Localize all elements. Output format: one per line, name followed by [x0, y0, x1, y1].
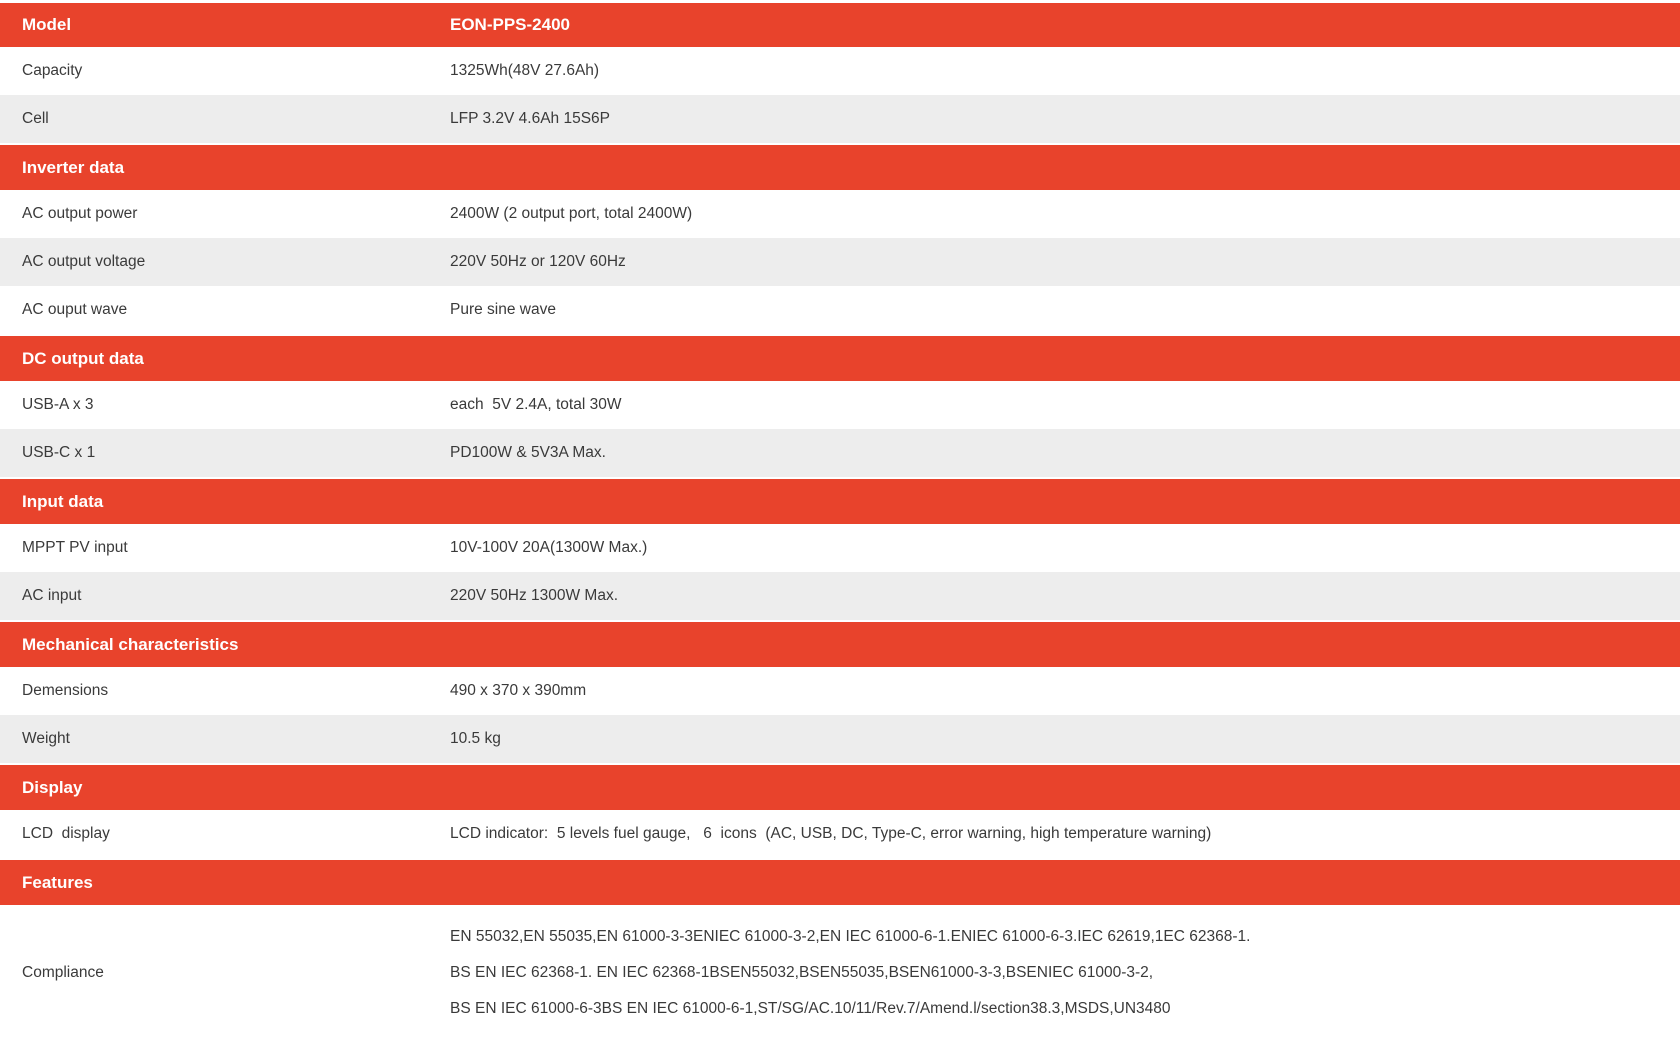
spec-row-usb-a: [0, 381, 1680, 429]
row-label: Compliance: [22, 963, 104, 981]
section-header-features: [0, 858, 1680, 905]
row-label: Demensions: [22, 682, 109, 699]
spec-row-weight: [0, 715, 1680, 763]
spec-row-ac-output-power: [0, 190, 1680, 238]
section-title: DC output data: [22, 348, 144, 368]
spec-row-ac-output-wave: [0, 286, 1680, 334]
row-label: LCD display: [22, 825, 110, 842]
row-label: USB-A x 3: [22, 396, 94, 413]
row-value: 10.5 kg: [450, 730, 501, 747]
row-label: Cell: [22, 110, 49, 127]
section-title: Mechanical characteristics: [22, 634, 239, 654]
row-value: LCD indicator: 5 levels fuel gauge, 6 icons (AC, USB, DC, Type-C, error warning, high temperature warning): [450, 825, 1212, 842]
row-label: Weight: [22, 730, 70, 747]
section-title: Display: [22, 777, 83, 797]
row-label: Capacity: [22, 62, 83, 79]
row-value-multiline: [450, 905, 1680, 1040]
row-label: AC output power: [22, 205, 138, 222]
section-header-input-data: [0, 477, 1680, 524]
spec-row-ac-input: [0, 572, 1680, 620]
spec-row-capacity: [0, 47, 1680, 95]
row-value: Pure sine wave: [450, 301, 556, 318]
table-header-row: [0, 0, 1680, 47]
row-label: AC output voltage: [22, 253, 146, 270]
compliance-line: EN 55032,EN 55035,EN 61000-3-3ENIEC 61000-3-2,EN IEC 61000-6-1.ENIEC 61000-6-3.IEC 62619,1EC 62368-1.: [450, 927, 1251, 945]
spec-row-dimensions: [0, 667, 1680, 715]
model-value: EON-PPS-2400: [450, 15, 570, 34]
row-value: 490 x 370 x 390mm: [450, 682, 587, 699]
compliance-line: BS EN IEC 61000-6-3BS EN IEC 61000-6-1,ST/SG/AC.10/11/Rev.7/Amend.l/section38.3,MSDS,UN3480: [450, 999, 1171, 1017]
row-value: 220V 50Hz 1300W Max.: [450, 587, 619, 604]
row-label: USB-C x 1: [22, 444, 96, 461]
row-label: AC input: [22, 587, 82, 604]
spec-row-cell: [0, 95, 1680, 143]
model-label: Model: [22, 15, 72, 34]
spec-row-ac-output-voltage: [0, 238, 1680, 286]
spec-row-compliance: [0, 905, 1680, 1040]
row-value: each 5V 2.4A, total 30W: [450, 396, 622, 413]
spec-row-usb-c: [0, 429, 1680, 477]
spec-row-mppt-pv-input: [0, 524, 1680, 572]
row-value: 220V 50Hz or 120V 60Hz: [450, 253, 626, 270]
row-label: MPPT PV input: [22, 539, 128, 556]
section-header-inverter-data: [0, 143, 1680, 190]
spec-row-lcd-display: [0, 810, 1680, 858]
section-title: Input data: [22, 491, 104, 511]
section-title: Inverter data: [22, 157, 125, 177]
section-title: Features: [22, 872, 93, 892]
row-value: 1325Wh(48V 27.6Ah): [450, 62, 600, 79]
section-header-mechanical-characteristics: [0, 620, 1680, 667]
section-header-display: [0, 763, 1680, 810]
row-value: LFP 3.2V 4.6Ah 15S6P: [450, 110, 610, 127]
row-value: 2400W (2 output port, total 2400W): [450, 205, 693, 222]
row-label: AC ouput wave: [22, 301, 128, 318]
row-value: 10V-100V 20A(1300W Max.): [450, 539, 648, 556]
row-value: PD100W & 5V3A Max.: [450, 444, 606, 461]
compliance-line: BS EN IEC 62368-1. EN IEC 62368-1BSEN55032,BSEN55035,BSEN61000-3-3,BSENIEC 61000-3-2,: [450, 963, 1154, 981]
section-header-dc-output-data: [0, 334, 1680, 381]
